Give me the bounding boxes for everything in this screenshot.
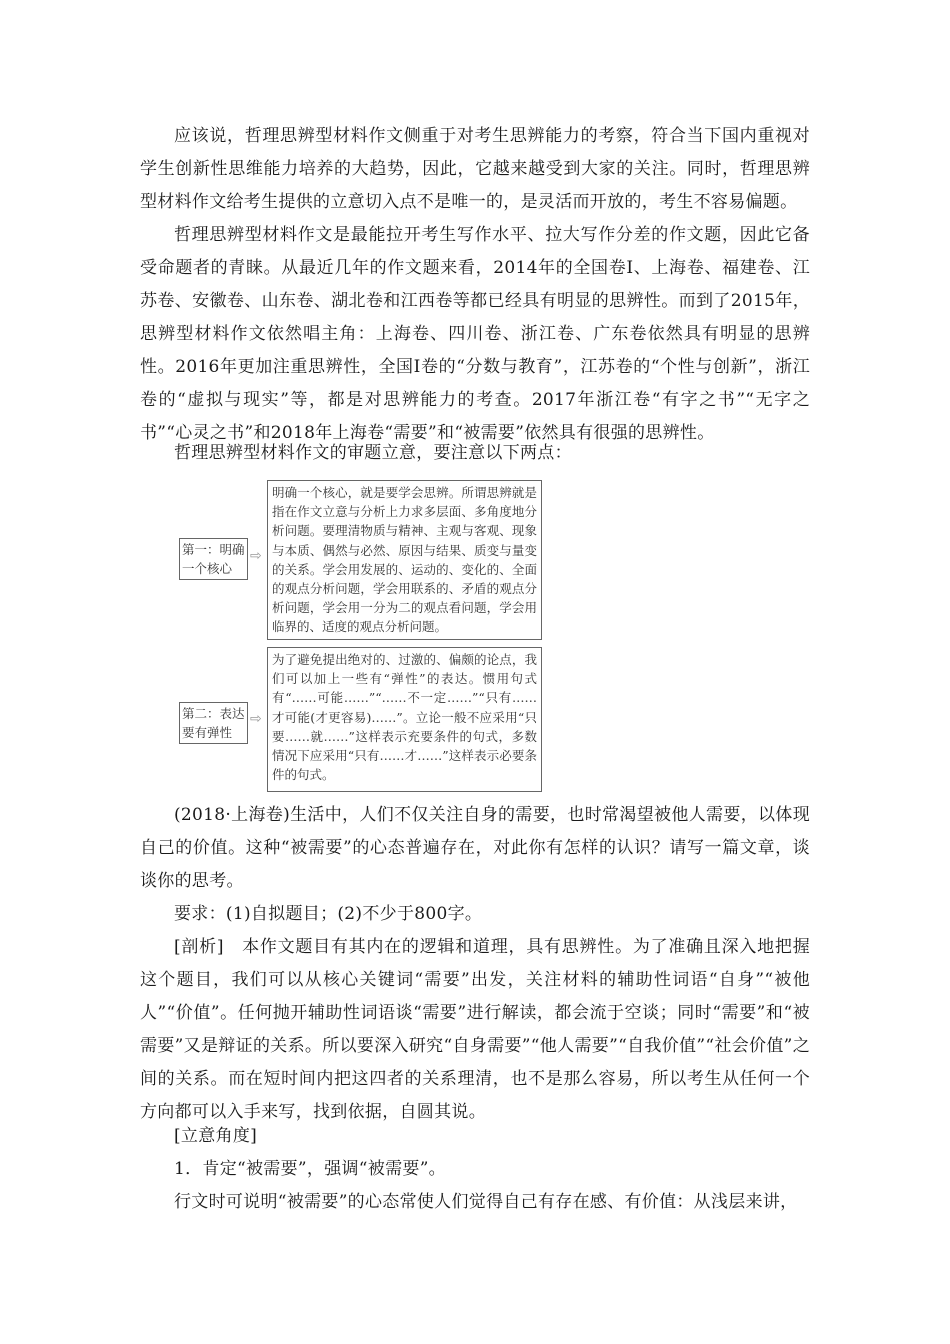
point2-content-box: 为了避免提出绝对的、过激的、偏颇的论点，我们可以加上一些有“弹性”的表达。惯用句式有“……可能……”“……不一定……”“只有……才可能(才更容易)……”。立论一般不应采用“只要……就……”这样表示充要条件的句式，多数情况下应采用“只有……才……”这样表示必要条件的句式。 — [267, 647, 542, 792]
paragraph-angle-1: 1．肯定“被需要”，强调“被需要”。 — [174, 1159, 446, 1179]
paragraph-diagram-intro: 哲理思辨型材料作文的审题立意，要注意以下两点： — [174, 443, 572, 463]
paragraph-angle-1-detail: 行文时可说明“被需要”的心态常使人们觉得自己有存在感、有价值：从浅层来讲， — [174, 1192, 798, 1212]
arrow-right-icon: ⇨ — [250, 548, 262, 564]
paragraph-angle-heading: [立意角度] — [174, 1126, 258, 1146]
paragraph-exam-history: 哲理思辨型材料作文是最能拉开考生写作水平、拉大写作分差的作文题，因此它备受命题者的青睐。从最近几年的作文题来看，2014年的全国卷Ⅰ、上海卷、福建卷、江苏卷、安徽卷、山东卷、湖北卷和江西卷等都已经具有明显的思辨性。而到了2015年，思辨型材料作文依然唱主角：上海卷、四川卷、浙江卷、广东卷依然具有明显的思辨性。2016年更加注重思辨性，全国Ⅰ卷的“分数与教育”，江苏卷的“个性与创新”，浙江卷的“虚拟与现实”等，都是对思辨能力的考查。2017年浙江卷“有字之书”“无字之书”“心灵之书”和2018年上海卷“需要”和“被需要”依然具有很强的思辨性。 — [140, 225, 810, 443]
arrow-right-icon: ⇨ — [250, 711, 262, 727]
paragraph-intro: 应该说，哲理思辨型材料作文侧重于对考生思辨能力的考察，符合当下国内重视对学生创新性思维能力培养的大趋势，因此，它越来越受到大家的关注。同时，哲理思辨型材料作文给考生提供的立意切入点不是唯一的，是灵活而开放的，考生不容易偏题。 — [140, 126, 810, 212]
point2-label-box: 第二：表达要有弹性 — [179, 702, 248, 744]
paragraph-requirements: 要求：(1)自拟题目；(2)不少于800字。 — [174, 904, 483, 924]
paragraph-question: (2018·上海卷)生活中，人们不仅关注自身的需要，也时常渴望被他人需要，以体现自己的价值。这种“被需要”的心态普遍存在，对此你有怎样的认识？请写一篇文章，谈谈你的思考。 — [140, 805, 810, 891]
paragraph-analysis: [剖析] 本作文题目有其内在的逻辑和道理，具有思辨性。为了准确且深入地把握这个题目，我们可以从核心关键词“需要”出发，关注材料的辅助性词语“自身”“被他人”“价值”。任何抛开辅助性词语谈“需要”进行解读，都会流于空谈；同时“需要”和“被需要”又是辩证的关系。所以要深入研究“自身需要”“他人需要”“自我价值”“社会价值”之间的关系。而在短时间内把这四者的关系理清，也不是那么容易，所以考生从任何一个方向都可以入手来写，找到依据，自圆其说。 — [140, 937, 810, 1122]
point1-label-box: 第一：明确一个核心 — [179, 538, 248, 580]
point1-content-box: 明确一个核心，就是要学会思辨。所谓思辨就是指在作文立意与分析上力求多层面、多角度地分析问题。要理清物质与精神、主观与客观、现象与本质、偶然与必然、原因与结果、质变与量变的关系。学会用发展的、运动的、变化的、全面的观点分析问题，学会用联系的、矛盾的观点分析问题，学会用一分为二的观点看问题，学会用临界的、适度的观点分析问题。 — [267, 480, 542, 640]
